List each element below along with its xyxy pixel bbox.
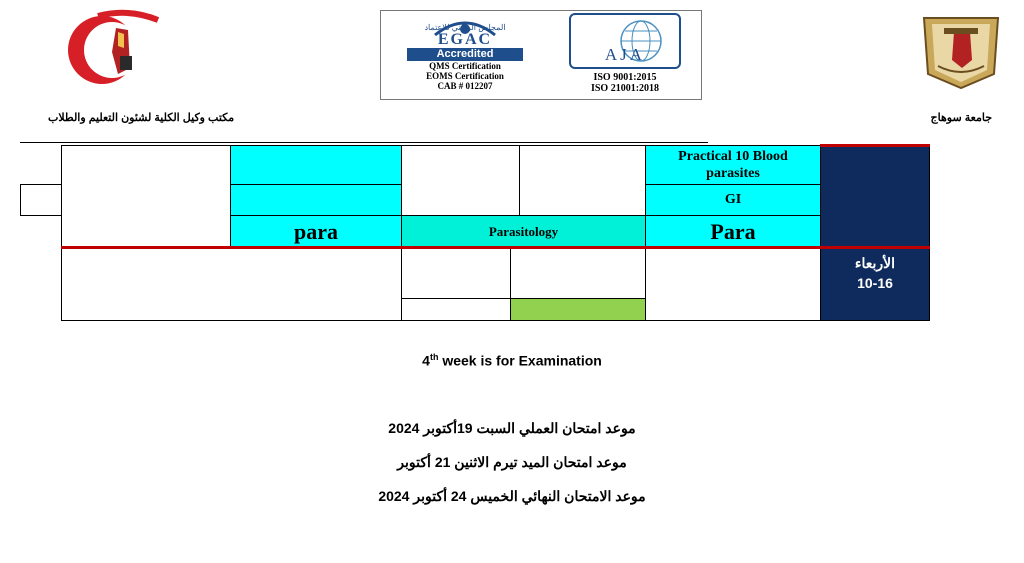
aja-name: AJA [604, 45, 646, 64]
cyan-cell [230, 145, 402, 185]
empty-cell [401, 145, 520, 216]
office-title: مكتب وكيل الكلية لشئون التعليم والطلاب [48, 112, 235, 124]
empty-cell [61, 145, 231, 248]
aja-emblem-icon [569, 13, 681, 69]
egac-line2: EOMS Certification [426, 71, 504, 81]
empty-cell [401, 248, 511, 299]
empty-cell [519, 145, 646, 216]
aja-badge [567, 13, 683, 97]
midterm-exam-date: موعد امتحان الميد تيرم الاثنين 21 أكتوبر [397, 454, 627, 470]
university-logo [914, 10, 1008, 90]
empty-cell [401, 298, 511, 321]
cyan-cell [230, 184, 402, 216]
day-cell-row1 [820, 145, 930, 248]
week-text: week is for Examination [438, 352, 602, 369]
week-suffix: th [429, 352, 439, 362]
empty-cell [510, 248, 646, 299]
practical-exam-date: موعد امتحان العملي السبت 19أكتوبر 2024 [388, 420, 636, 436]
para-cell-left: para [230, 215, 402, 248]
day-name: الأربعاء [854, 255, 896, 271]
header-divider [20, 142, 708, 143]
day-cell-wednesday [820, 248, 930, 321]
egac-line3: CAB # 012207 [437, 81, 493, 91]
egac-accredited: Accredited [407, 48, 523, 61]
egac-line1: QMS Certification [429, 61, 501, 71]
green-cell [510, 298, 646, 321]
examination-week-note [0, 352, 1024, 369]
red-row-separator [61, 246, 930, 249]
university-title: جامعة سوهاج [930, 112, 992, 124]
empty-cell [645, 248, 821, 321]
aja-iso2: ISO 21001:2018 [590, 83, 660, 94]
practical-cell: Practical 10 Blood parasites [645, 145, 821, 185]
week-number: 4 [422, 352, 430, 369]
empty-cell [61, 248, 402, 321]
aja-iso1: ISO 9001:2015 [593, 72, 657, 83]
red-top-border [820, 144, 930, 147]
faculty-logo [58, 8, 164, 86]
day-date: 10-16 [857, 275, 893, 291]
parasitology-cell: Parasitology [401, 215, 646, 248]
gi-cell: GI [645, 184, 821, 216]
final-exam-date: موعد الامتحان النهائي الخميس 24 أكتوبر 2024 [378, 488, 646, 504]
egac-name: EGAC [437, 31, 493, 48]
certification-banner [380, 10, 702, 100]
empty-cell [20, 184, 62, 216]
egac-badge [395, 15, 535, 95]
egac-arabic: المجلس الوطني للاعتماد [424, 23, 506, 32]
para-cell-right: Para [645, 215, 821, 248]
